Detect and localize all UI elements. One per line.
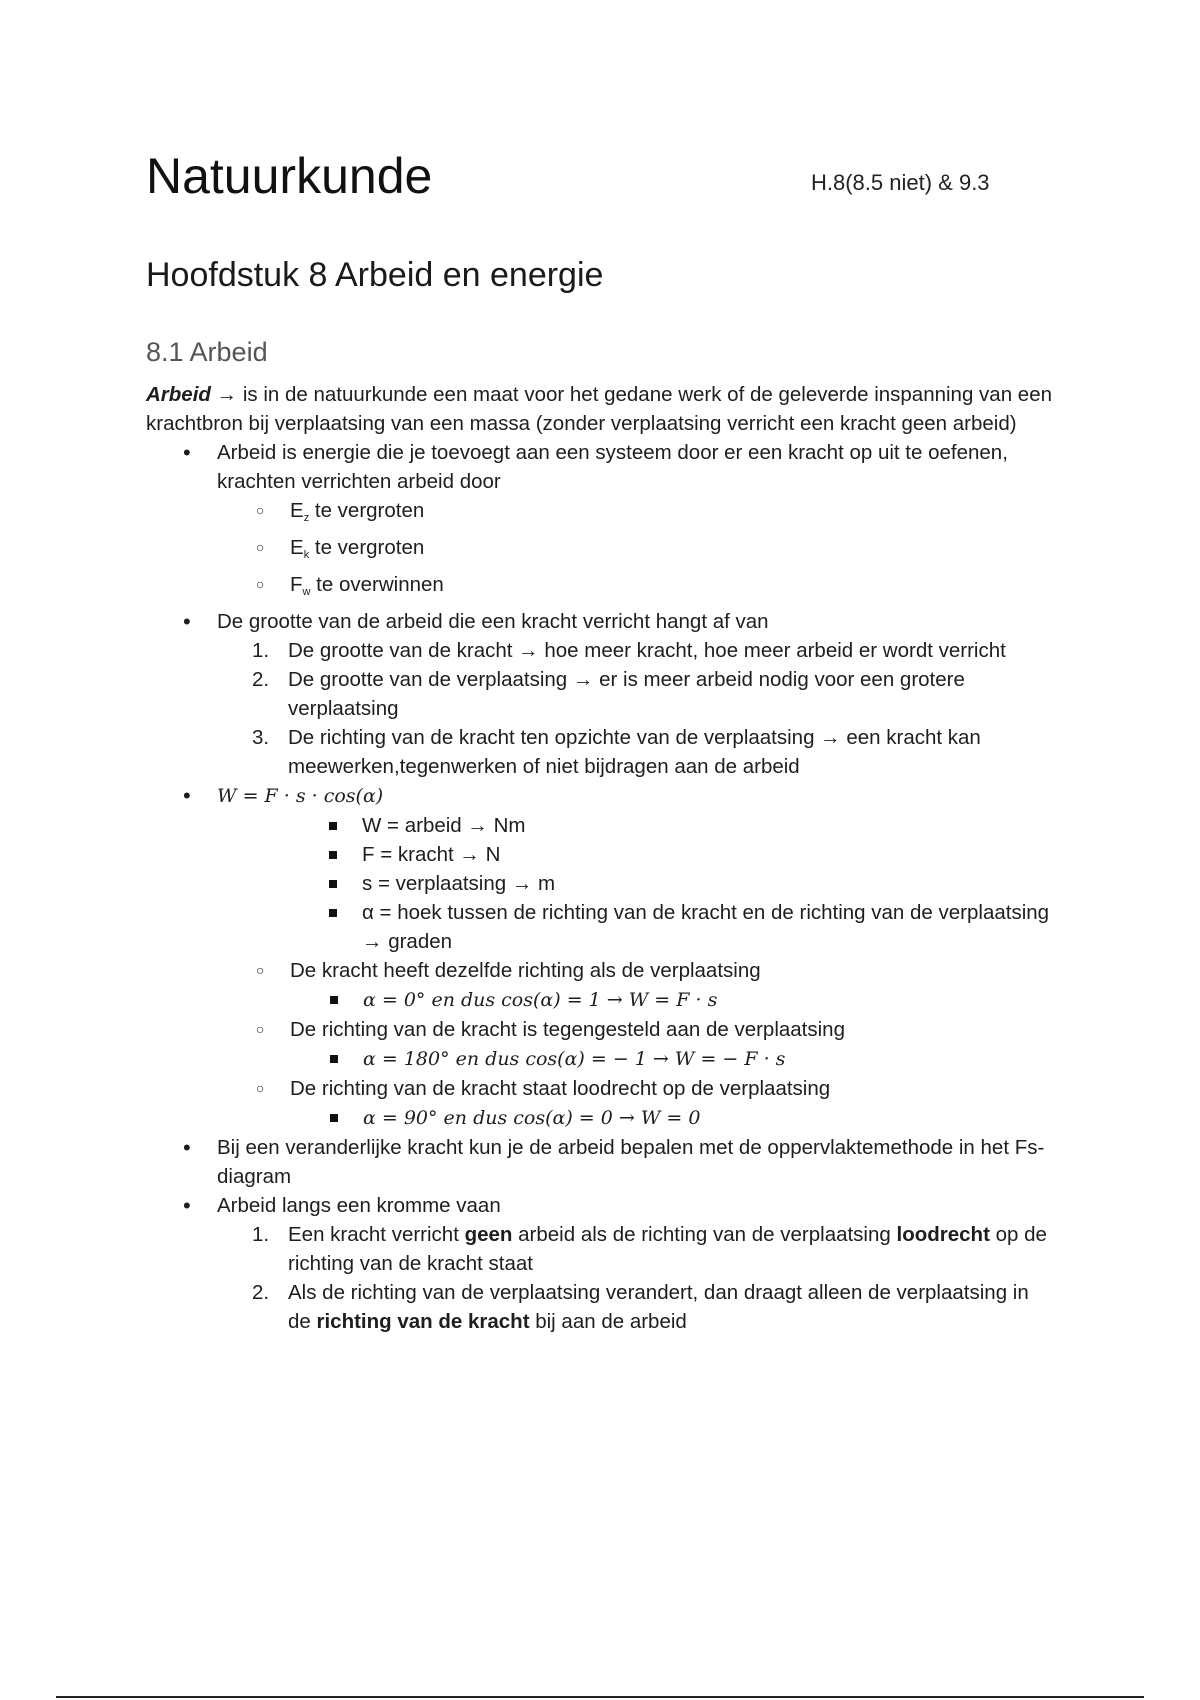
list-item: 2. De grootte van de verplaatsing → er is meer arbeid nodig voor een grotere verplaatsing [252, 668, 965, 720]
page-bottom-divider [56, 1696, 1144, 1698]
list-item: ○ $F_w$ te overwinnen [290, 570, 1056, 607]
list-item: 2. Als de richting van de verplaatsing verandert, dan draagt alleen de verplaatsing in de richting van de kracht bij aan de arbeid [252, 1281, 1029, 1333]
definition-term: Arbeid [146, 383, 211, 406]
main-bullet-list [146, 438, 1056, 1336]
list-item: 1. Een kracht verricht geen arbeid als de richting van de verplaatsing loodrecht op de richting van de kracht staat [252, 1223, 1047, 1275]
section-content [146, 380, 1056, 1336]
chapter-heading: Hoofdstuk 8 Arbeid en energie [146, 256, 604, 294]
angle-cases-list [217, 956, 1056, 1133]
document-subtitle: H.8(8.5 niet) & 9.3 [811, 170, 990, 195]
section-heading: 8.1 Arbeid [146, 337, 268, 367]
factors-list [217, 636, 1056, 781]
bullet-text: De grootte van de arbeid die een kracht verricht hangt af van [217, 610, 769, 633]
curved-path-list [217, 1220, 1056, 1336]
document-title: Natuurkunde [146, 148, 433, 204]
definition-text: → is in de natuurkunde een maat voor het gedane werk of de geleverde inspanning van een krachtbron bij verplaatsing van een massa (zonder verplaatsing verricht een kracht geen arbeid) [146, 383, 1053, 435]
case-formula: α = 90° en dus cos(α) = 0 → W = 0 [363, 1103, 1056, 1133]
list-item: ○ De kracht heeft dezelfde richting als de verplaatsing α = 0° en dus cos(α) = 1 → W = F · s [290, 956, 1056, 1015]
bullet-text: Arbeid is energie die je toevoegt aan een systeem door er een kracht op uit te oefenen, krachten verrichten arbeid door [217, 441, 1008, 493]
list-item: ○ $E_k$ te vergroten [290, 533, 1056, 570]
list-item: ○ De richting van de kracht is tegengesteld aan de verplaatsing α = 180° en dus cos(α) = − 1 → W = − F · s [290, 1015, 1056, 1074]
list-item: α = hoek tussen de richting van de kracht en de richting van de verplaatsing → graden [362, 898, 1056, 956]
title-row [146, 146, 1066, 206]
case-formula: α = 0° en dus cos(α) = 1 → W = F · s [363, 985, 1056, 1015]
bullet-text: Arbeid langs een kromme vaan [217, 1194, 501, 1217]
bullet-variable-force: • Bij een veranderlijke kracht kun je de arbeid bepalen met de oppervlaktemethode in het Fs-diagram [217, 1133, 1056, 1191]
list-item: W = arbeid → Nm [362, 811, 1056, 840]
case-formula: α = 180° en dus cos(α) = − 1 → W = − F · s [363, 1044, 1056, 1074]
bullet-curved-path [217, 1191, 1056, 1336]
list-item: 1. De grootte van de kracht → hoe meer kracht, hoe meer arbeid er wordt verricht [252, 639, 1006, 662]
list-item: F = kracht → N [362, 840, 1056, 869]
list-item: 3. De richting van de kracht ten opzichte van de verplaatsing → een kracht kan meewerken,tegenwerken of niet bijdragen aan de arbeid [252, 726, 981, 778]
energy-sub-list [217, 496, 1056, 607]
work-formula: W = F · s · cos(α) [217, 785, 384, 807]
list-item: ○ De richting van de kracht staat loodrecht op de verplaatsing α = 90° en dus cos(α) = 0 → W = 0 [290, 1074, 1056, 1133]
definition-paragraph [146, 380, 1056, 438]
bullet-factors [217, 607, 1056, 781]
bullet-formula [217, 781, 1056, 1133]
list-item: s = verplaatsing → m [362, 869, 1056, 898]
formula-legend [217, 811, 1056, 956]
bullet-energy [217, 438, 1056, 607]
list-item: ○ $E_z$ te vergroten [290, 496, 1056, 533]
